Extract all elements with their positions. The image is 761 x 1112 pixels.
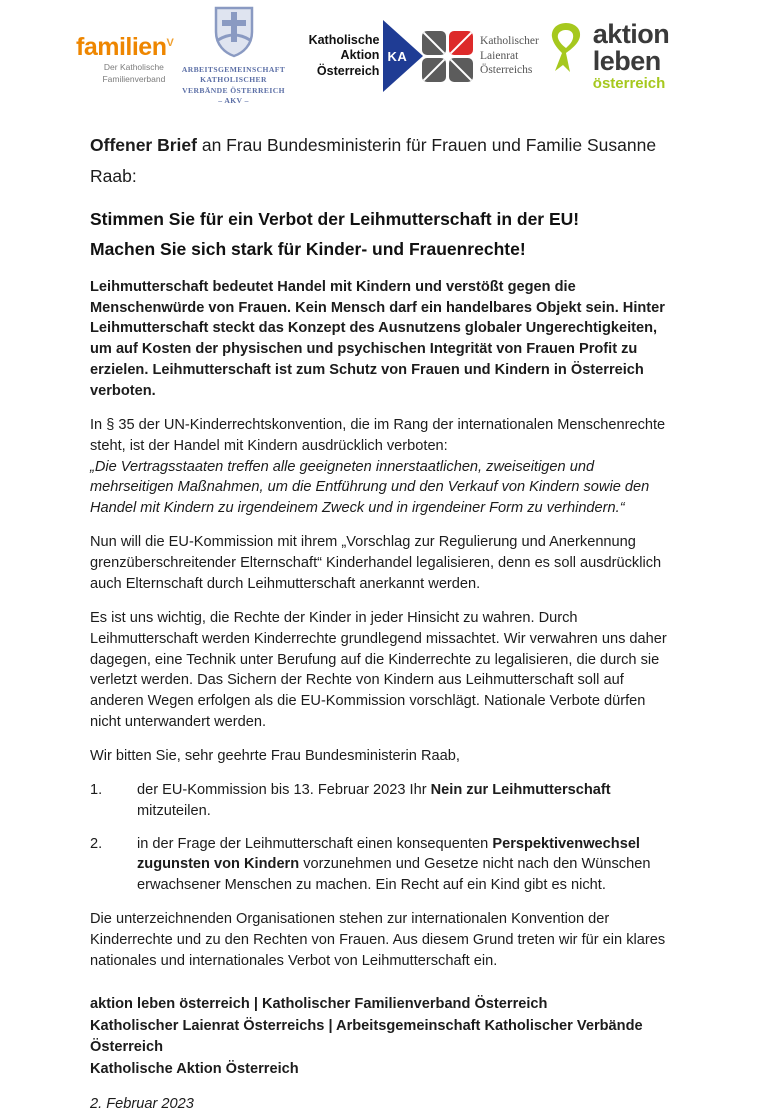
letter-date: 2. Februar 2023 bbox=[90, 1096, 194, 1112]
paragraph-lead: Leihmutterschaft bedeutet Handel mit Kindern und verstößt gegen die Menschenwürde von Frauen. Kein Mensch darf ein handelbares Objekt sein. Hinter Leihmutterschaft steckt das Konzept des Ausnutzens globaler Ungerechtigkeiten, um auf Kosten der physischen und psychischen Integrität von Frauen Profit zu erzielen. Leihmutterschaft ist zum Schutz von Frauen und Kindern in Österreich verboten. bbox=[90, 278, 665, 400]
logo-aktion-leben bbox=[547, 21, 699, 91]
list-item-text bbox=[137, 834, 675, 897]
signatures-line-1: aktion leben österreich | Katholischer Familienverband Österreich bbox=[90, 995, 548, 1012]
laienrat-line-2: Laienrat bbox=[480, 49, 519, 62]
signatures-line-2: Katholischer Laienrat Österreichs | Arbeitsgemeinschaft Katholischer Verbände Österreich bbox=[90, 1017, 643, 1056]
logo-laienrat bbox=[422, 31, 539, 82]
aktion-leben-region: österreich bbox=[592, 75, 666, 92]
list-item-number: 2. bbox=[90, 835, 103, 852]
laienrat-squares-icon bbox=[422, 31, 473, 82]
signatures-line-3: Katholische Aktion Österreich bbox=[90, 1061, 299, 1078]
aktion-leben-name: aktion leben bbox=[592, 19, 670, 76]
laienrat-square-2 bbox=[449, 31, 473, 55]
ka-label bbox=[293, 33, 379, 80]
ka-monogram: KA bbox=[387, 49, 408, 64]
list-item bbox=[90, 780, 675, 822]
letter-headline bbox=[90, 205, 675, 265]
un-intro: In § 35 der UN-Kinderrechtskonvention, die im Rang der internationalen Menschenrechte steht, ist der Handel mit Kindern ausdrücklich verboten: bbox=[90, 416, 666, 454]
familienverband-wordmark bbox=[76, 35, 174, 60]
familienverband-superscript: V bbox=[166, 37, 174, 50]
aktion-leben-caption bbox=[593, 21, 699, 91]
paragraph-request: Wir bitten Sie, sehr geehrte Frau Bundesministerin Raab, bbox=[90, 747, 460, 764]
list-item-post: mitzuteilen. bbox=[137, 802, 211, 819]
headline-line-2: Machen Sie sich stark für Kinder- und Frauenrechte! bbox=[90, 239, 526, 259]
list-item-pre: in der Frage der Leihmutterschaft einen konsequenten bbox=[137, 835, 493, 852]
list-item-post: vorzunehmen und Gesetze nicht nach den Wünschen erwachsener Menschen zu machen. Ein Recht auf ein Kind gibt es nicht. bbox=[137, 856, 651, 894]
laienrat-square-4 bbox=[449, 58, 473, 82]
laienrat-caption bbox=[480, 34, 539, 77]
paragraph-un-convention bbox=[90, 415, 675, 519]
letter-body bbox=[90, 130, 675, 1112]
list-item-bold: Perspektivenwechsel zugunsten von Kindern bbox=[137, 835, 640, 873]
list-item-number: 1. bbox=[90, 781, 103, 798]
logo-bar bbox=[0, 0, 761, 104]
logo-familienverband bbox=[76, 35, 174, 84]
letter-title bbox=[90, 130, 675, 191]
akv-line-2: KATHOLISCHER bbox=[200, 75, 267, 85]
headline-line-1: Stimmen Sie für ein Verbot der Leihmutterschaft in der EU! bbox=[90, 209, 580, 230]
logo-katholische-aktion bbox=[293, 20, 414, 92]
request-list bbox=[90, 780, 675, 896]
paragraph-closing: Die unterzeichnenden Organisationen stehen zur internationalen Konvention der Kinderrechte und zu den Rechten von Frauen. Aus diesem Grund treten wir für ein klares nationales und internationales Verbot von Leihmutterschaft ein. bbox=[90, 911, 666, 969]
akv-line-3: VERBÄNDE ÖSTERREICH bbox=[182, 85, 285, 95]
laienrat-square-1 bbox=[422, 31, 446, 55]
signatures bbox=[90, 994, 675, 1082]
ka-label-line-1: Katholische Aktion bbox=[308, 32, 380, 63]
akv-shield-icon bbox=[212, 6, 256, 63]
laienrat-line-1: Katholischer bbox=[480, 35, 539, 48]
letter-title-bold: Offener Brief bbox=[90, 135, 197, 155]
ka-label-line-2: Österreich bbox=[316, 63, 380, 78]
familienverband-subline bbox=[102, 62, 165, 84]
laienrat-square-3 bbox=[422, 58, 446, 82]
list-item bbox=[90, 834, 675, 897]
akv-line-1: ARBEITSGEMEINSCHAFT bbox=[181, 65, 286, 74]
akv-line-4: – AKV – bbox=[218, 95, 249, 105]
familienverband-subline-2: Familienverband bbox=[102, 73, 166, 84]
list-item-bold: Nein zur Leihmutterschaft bbox=[430, 781, 611, 798]
ka-arrow-icon bbox=[383, 20, 414, 92]
akv-caption bbox=[182, 65, 285, 106]
green-ribbon-icon bbox=[547, 21, 585, 80]
list-item-text bbox=[137, 780, 675, 822]
paragraph-children-rights: Es ist uns wichtig, die Rechte der Kinder in jeder Hinsicht zu wahren. Durch Leihmutterschaft werden Kinderrechte grundlegend missachtet. Wir verwahren uns daher dagegen, eine Technik unter Berufung auf die Kinderrechte zu legalisieren, die durch sie verletzt werden. Das Sichern der Rechte von Kindern aus Leihmutterschaft soll auf anderen Wegen erfolgen als die EU-Kommission vorschlägt. Nationale Verbote dürfen nicht unterwandert werden. bbox=[90, 609, 667, 731]
familienverband-subline-1: Der Katholische bbox=[103, 62, 164, 73]
paragraph-eu-commission: Nun will die EU-Kommission mit ihrem „Vorschlag zur Regulierung und Anerkennung grenzüberschreitender Elternschaft“ Kinderhandel legalisieren, denn es soll ausdrücklich auch Elternschaft durch Leihmutterschaft anerkannt werden. bbox=[90, 534, 662, 592]
logo-akv bbox=[182, 6, 285, 106]
letter-title-rest: an Frau Bundesministerin für Frauen und Familie Susanne Raab: bbox=[90, 135, 657, 186]
un-quote: „Die Vertragsstaaten treffen alle geeigneten innerstaatlichen, zweiseitigen und mehrseitigen Maßnahmen, um die Entführung und den Verkauf von Kindern sowie den Handel mit Kindern zu irgendeinem Zweck und in irgendeiner Form zu verhindern.“ bbox=[90, 458, 650, 517]
list-item-pre: der EU-Kommission bis 13. Februar 2023 Ihr bbox=[137, 781, 431, 798]
familienverband-word: familien bbox=[76, 33, 167, 62]
laienrat-line-3: Österreichs bbox=[480, 64, 533, 77]
